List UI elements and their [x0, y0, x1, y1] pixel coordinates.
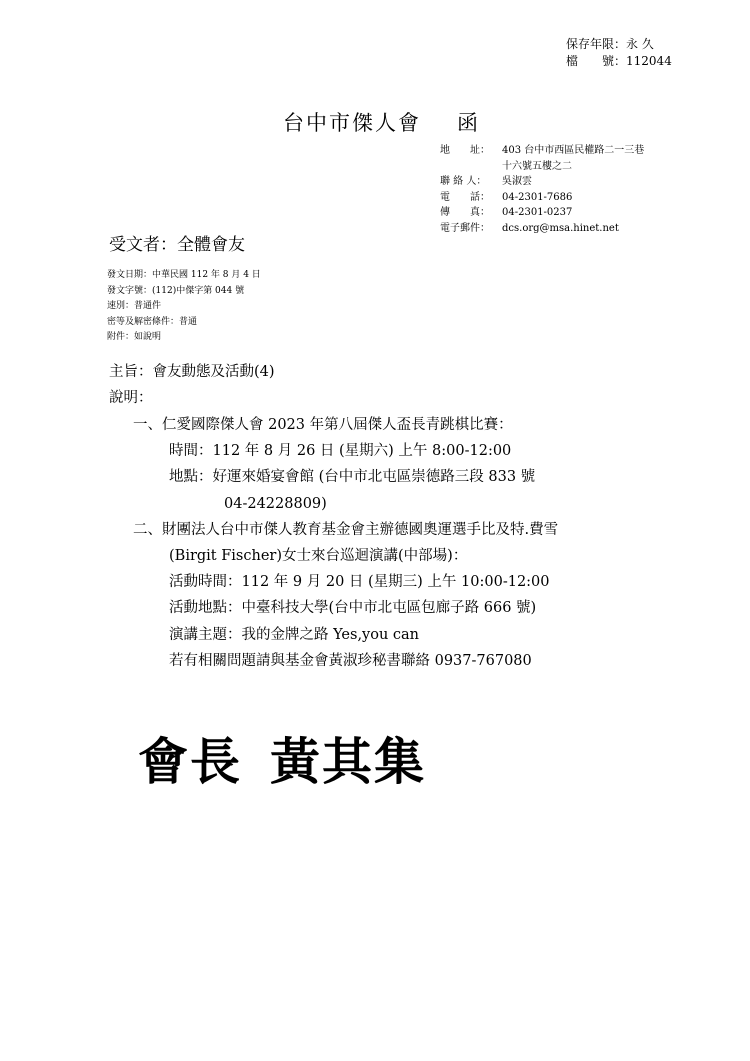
org-name: 台中市傑人會: [283, 111, 421, 135]
sender-info-label: 地 址：: [440, 145, 490, 156]
body-line: 二、財團法人台中市傑人教育基金會主辦德國奧運選手比及特.費雪: [133, 521, 559, 538]
file-number-label: 檔 號：: [566, 54, 627, 68]
sender-info-label: 傳 真：: [440, 207, 490, 218]
body-line: 地點：好運來婚宴會館 (台中市北屯區崇德路三段 833 號: [169, 469, 536, 486]
doc-type: 函: [457, 111, 480, 135]
body-line: (Birgit Fischer)女士來台巡迴演講(中部場)：: [169, 548, 468, 565]
body-line: 活動地點：中臺科技大學(台中市北屯區包廊子路 666 號): [169, 600, 537, 617]
sender-info-value: dcs.org@msa.hinet.net: [502, 222, 619, 234]
sender-info-row: [440, 190, 644, 206]
explanation-body: [109, 412, 558, 674]
sender-info-value: 04-2301-0237: [502, 207, 573, 218]
body-line: 演講主題：我的金牌之路 Yes,you can: [169, 626, 420, 643]
sender-info: [440, 143, 644, 236]
body-line: 活動時間：112 年 9 月 20 日 (星期三) 上午 10:00-12:00: [169, 574, 550, 591]
meta-line: 發文字號：(112)中傑字第 044 號: [107, 285, 245, 296]
meta-line: 密等及解密條件：普通: [107, 316, 198, 327]
sender-info-value: 十六號五樓之二: [502, 160, 572, 172]
retention-period-value: 永 久: [626, 37, 654, 51]
retention-period: [566, 36, 672, 53]
signature-name: 黃其集: [270, 733, 426, 791]
sender-info-row: [440, 205, 644, 221]
recipient-line: 受文者：全體會友: [109, 235, 245, 255]
signature-title: 會長: [138, 733, 242, 791]
body-line: 04-24228809): [224, 495, 327, 512]
body-line: 若有相關問題請與基金會黃淑珍秘書聯絡 0937-767080: [169, 652, 532, 669]
sender-info-row: [440, 143, 644, 159]
subject-line: 主旨：會友動態及活動(4): [109, 364, 275, 380]
meta-line: 發文日期：中華民國 112 年 8 月 4 日: [107, 270, 261, 280]
sender-info-label: 電 話：: [440, 191, 490, 203]
meta-line: 附件：如說明: [107, 332, 162, 342]
sender-info-value: 吳淑雲: [502, 176, 532, 187]
meta-line: 速別：普通件: [107, 301, 162, 311]
retention-block: [566, 36, 672, 70]
file-number-value: 112044: [626, 54, 672, 68]
sender-info-value: 04-2301-7686: [502, 191, 573, 203]
signature: [138, 722, 426, 794]
file-number: [566, 53, 672, 70]
body-line: 一、仁愛國際傑人會 2023 年第八屆傑人盃長青跳棋比賽：: [133, 417, 513, 433]
explain-label: 說明：: [109, 390, 153, 406]
sender-info-value: 403 台中市西區民權路二一三巷: [502, 145, 645, 156]
sender-info-label: [440, 159, 502, 175]
sender-info-row: [440, 174, 644, 190]
sender-info-row: [440, 221, 644, 237]
retention-period-label: 保存年限：: [566, 37, 627, 51]
sender-info-row: [440, 159, 644, 175]
sender-info-label: 電子郵件：: [440, 222, 490, 234]
letter-title: [283, 107, 480, 137]
body-line: 時間：112 年 8 月 26 日 (星期六) 上午 8:00-12:00: [169, 443, 512, 460]
sender-info-label: 聯 絡 人：: [440, 176, 487, 187]
document-meta: [107, 268, 261, 346]
